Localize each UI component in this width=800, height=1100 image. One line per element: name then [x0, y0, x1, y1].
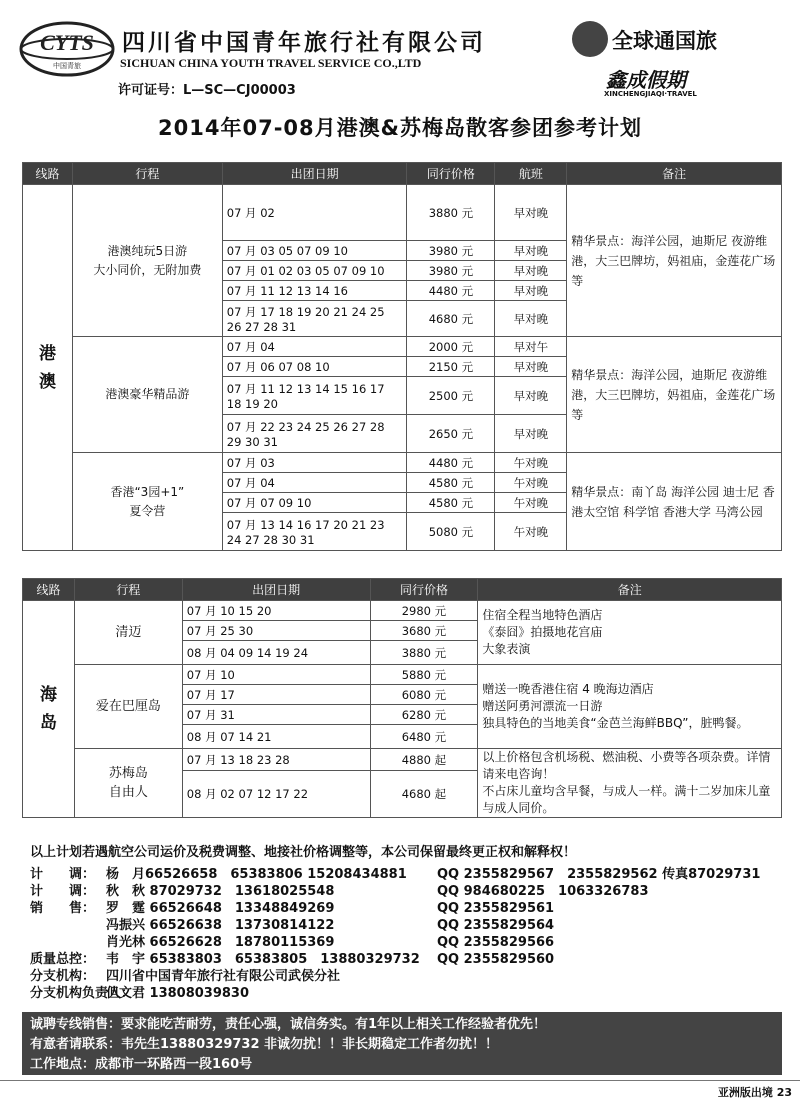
departure-dates: 07 月 04	[222, 473, 407, 493]
region-label: 海 岛	[23, 601, 75, 818]
route-note: 以上价格包含机场税、燃油税、小费等各项杂费。详情请来电咨询！ 不占床儿童均含早餐，与成人一样。满十二岁加床儿童与成人同价。	[478, 749, 782, 818]
departure-dates: 07 月 10 15 20	[182, 601, 370, 621]
contact-role: 质量总控：	[30, 952, 96, 967]
contact-row	[30, 934, 760, 951]
contact-qq: QQ 2355829560	[437, 952, 555, 967]
flight: 午对晚	[495, 453, 567, 473]
recruit-line: 工作地点：成都市一环路西一段160号	[30, 1057, 253, 1072]
price: 3880 元	[370, 641, 478, 665]
contact-role: 销 售：	[30, 901, 96, 916]
column-header: 同行价格	[370, 579, 478, 601]
table-row	[23, 337, 782, 357]
price: 4880 起	[370, 749, 478, 771]
price: 2500 元	[407, 377, 495, 415]
route-name: 爱在巴厘岛	[74, 665, 182, 749]
price: 5880 元	[370, 665, 478, 685]
contact-role: 分支机构负责人：	[30, 986, 135, 1001]
contact-phone: 杨 月66526658 65383806 15208434881	[106, 867, 407, 882]
flight: 午对晚	[495, 513, 567, 551]
page-title: 2014年07-08月港澳&苏梅岛散客参团参考计划	[158, 116, 642, 140]
route-name: 清迈	[74, 601, 182, 665]
hk-macau-table	[22, 162, 782, 551]
departure-dates: 07 月 03	[222, 453, 407, 473]
flight: 早对晚	[495, 301, 567, 337]
table-row	[23, 453, 782, 473]
price: 4480 元	[407, 281, 495, 301]
departure-dates: 07 月 22 23 24 25 26 27 28 29 30 31	[222, 415, 407, 453]
price: 4680 元	[407, 301, 495, 337]
route-name: 港澳豪华精品游	[72, 337, 222, 453]
island-table	[22, 578, 782, 818]
price: 4580 元	[407, 493, 495, 513]
contact-phone: 罗 霆 66526648 13348849269	[106, 901, 335, 916]
column-header: 同行价格	[407, 163, 495, 185]
page-number: 亚洲版出境 23	[717, 1086, 792, 1099]
contact-role: 分支机构：	[30, 969, 96, 984]
contact-phone: 但文君 13808039830	[106, 986, 250, 1001]
price: 3680 元	[370, 621, 478, 641]
departure-dates: 07 月 03 05 07 09 10	[222, 241, 407, 261]
column-header: 备注	[567, 163, 782, 185]
recruit-line: 诚聘专线销售：要求能吃苦耐劳，责任心强，诚信务实。有1年以上相关工作经验者优先！	[30, 1017, 547, 1032]
column-header: 出团日期	[182, 579, 370, 601]
column-header: 线路	[23, 579, 75, 601]
price: 4680 起	[370, 771, 478, 818]
departure-dates: 08 月 02 07 12 17 22	[182, 771, 370, 818]
price: 3880 元	[407, 185, 495, 241]
contact-row	[30, 883, 760, 900]
globe-icon	[572, 21, 608, 57]
region-label: 港 澳	[23, 185, 73, 551]
header	[0, 0, 800, 110]
contact-row	[30, 866, 760, 883]
departure-dates: 07 月 01 02 03 05 07 09 10	[222, 261, 407, 281]
contact-row	[30, 951, 760, 968]
table-row	[23, 601, 782, 621]
contact-phone: 秋 秋 87029732 13618025548	[106, 884, 335, 899]
route-name: 苏梅岛 自由人	[74, 749, 182, 818]
flight: 早对晚	[495, 281, 567, 301]
flight: 早对晚	[495, 377, 567, 415]
price: 2150 元	[407, 357, 495, 377]
flight: 早对晚	[495, 185, 567, 241]
departure-dates: 07 月 04	[222, 337, 407, 357]
contact-qq: QQ 984680225 1063326783	[437, 884, 649, 899]
departure-dates: 08 月 04 09 14 19 24	[182, 641, 370, 665]
flight: 午对晚	[495, 493, 567, 513]
price: 2000 元	[407, 337, 495, 357]
contact-list	[30, 866, 760, 1002]
table-row	[23, 185, 782, 241]
recruit-line: 有意者请联系：韦先生13880329732 非诚勿扰！！非长期稳定工作者勿扰！！	[30, 1037, 499, 1052]
flight: 早对晚	[495, 415, 567, 453]
departure-dates: 08 月 07 14 21	[182, 725, 370, 749]
contact-phone: 肖光林 66526628 18780115369	[106, 935, 335, 950]
departure-dates: 07 月 31	[182, 705, 370, 725]
contact-role: 计 调：	[30, 884, 96, 899]
footer-divider	[0, 1080, 800, 1081]
column-header: 行程	[72, 163, 222, 185]
brand-xincheng: 鑫成假期	[606, 68, 686, 92]
contact-phone: 冯振兴 66526638 13730814122	[106, 918, 335, 933]
price: 3980 元	[407, 241, 495, 261]
column-header: 备注	[478, 579, 782, 601]
contact-qq: QQ 2355829561	[437, 901, 555, 916]
logo-text: CYTS	[40, 30, 94, 55]
route-note: 赠送一晚香港住宿 4 晚海边酒店 赠送阿勇河漂流一日游 独具特色的当地美食“金芭兰海鲜BBQ”，脏鸭餐。	[478, 665, 782, 749]
departure-dates: 07 月 17 18 19 20 21 24 25 26 27 28 31	[222, 301, 407, 337]
company-name-cn: 四川省中国青年旅行社有限公司	[122, 30, 486, 56]
contact-qq: QQ 2355829567 2355829562 传真87029731	[437, 867, 761, 882]
contact-phone: 韦 宇 65383803 65383805 13880329732	[106, 952, 420, 967]
company-name-en: SICHUAN CHINA YOUTH TRAVEL SERVICE CO.,LTD	[120, 56, 422, 70]
price: 4480 元	[407, 453, 495, 473]
departure-dates: 07 月 13 18 23 28	[182, 749, 370, 771]
price: 6480 元	[370, 725, 478, 749]
departure-dates: 07 月 11 12 13 14 15 16 17 18 19 20	[222, 377, 407, 415]
column-header: 行程	[74, 579, 182, 601]
departure-dates: 07 月 06 07 08 10	[222, 357, 407, 377]
contact-role: 计 调：	[30, 867, 96, 882]
contact-phone: 四川省中国青年旅行社有限公司武侯分社	[106, 969, 341, 984]
flight: 早对晚	[495, 241, 567, 261]
logo-small-text: 中国青旅	[53, 62, 81, 70]
departure-dates: 07 月 13 14 16 17 20 21 23 24 27 28 30 31	[222, 513, 407, 551]
cyts-logo-icon	[18, 20, 116, 78]
flight: 早对午	[495, 337, 567, 357]
price: 2650 元	[407, 415, 495, 453]
contact-row	[30, 917, 760, 934]
table-row	[23, 665, 782, 685]
brand-quanqiutong: 全球通国旅	[612, 29, 717, 53]
license-number: 许可证号：L—SC—CJ00003	[118, 83, 296, 98]
contact-qq: QQ 2355829566	[437, 935, 555, 950]
contact-row	[30, 985, 760, 1002]
price: 2980 元	[370, 601, 478, 621]
departure-dates: 07 月 25 30	[182, 621, 370, 641]
route-note: 精华景点：南丫岛 海洋公园 迪士尼 香港太空馆 科学馆 香港大学 马湾公园	[567, 453, 782, 551]
departure-dates: 07 月 11 12 13 14 16	[222, 281, 407, 301]
departure-dates: 07 月 17	[182, 685, 370, 705]
flight: 早对晚	[495, 261, 567, 281]
route-note: 住宿全程当地特色酒店 《泰囧》拍摄地花宫庙 大象表演	[478, 601, 782, 665]
column-header: 出团日期	[222, 163, 407, 185]
contact-role	[30, 934, 106, 951]
price: 4580 元	[407, 473, 495, 493]
flight: 午对晚	[495, 473, 567, 493]
column-header: 航班	[495, 163, 567, 185]
contact-row	[30, 968, 760, 985]
price: 3980 元	[407, 261, 495, 281]
column-header: 线路	[23, 163, 73, 185]
departure-dates: 07 月 07 09 10	[222, 493, 407, 513]
brand-xincheng-sub: XINCHENGJIAQI·TRAVEL	[604, 90, 697, 98]
departure-dates: 07 月 10	[182, 665, 370, 685]
price: 5080 元	[407, 513, 495, 551]
table-row	[23, 749, 782, 771]
price: 6280 元	[370, 705, 478, 725]
disclaimer: 以上计划若遇航空公司运价及税费调整、地接社价格调整等，本公司保留最终更正权和解释权！	[30, 845, 577, 860]
contact-role	[30, 917, 106, 934]
price: 6080 元	[370, 685, 478, 705]
route-note: 精华景点：海洋公园，迪斯尼 夜游维港，大三巴牌坊，妈祖庙，金莲花广场等	[567, 337, 782, 453]
departure-dates: 07 月 02	[222, 185, 407, 241]
contact-row	[30, 900, 760, 917]
route-name: 港澳纯玩5日游 大小同价，无附加费	[72, 185, 222, 337]
route-note: 精华景点：海洋公园，迪斯尼 夜游维港，大三巴牌坊，妈祖庙，金莲花广场等	[567, 185, 782, 337]
contact-qq: QQ 2355829564	[437, 918, 555, 933]
recruit-banner	[22, 1012, 782, 1075]
flight: 早对晚	[495, 357, 567, 377]
route-name: 香港“3园+1” 夏令营	[72, 453, 222, 551]
